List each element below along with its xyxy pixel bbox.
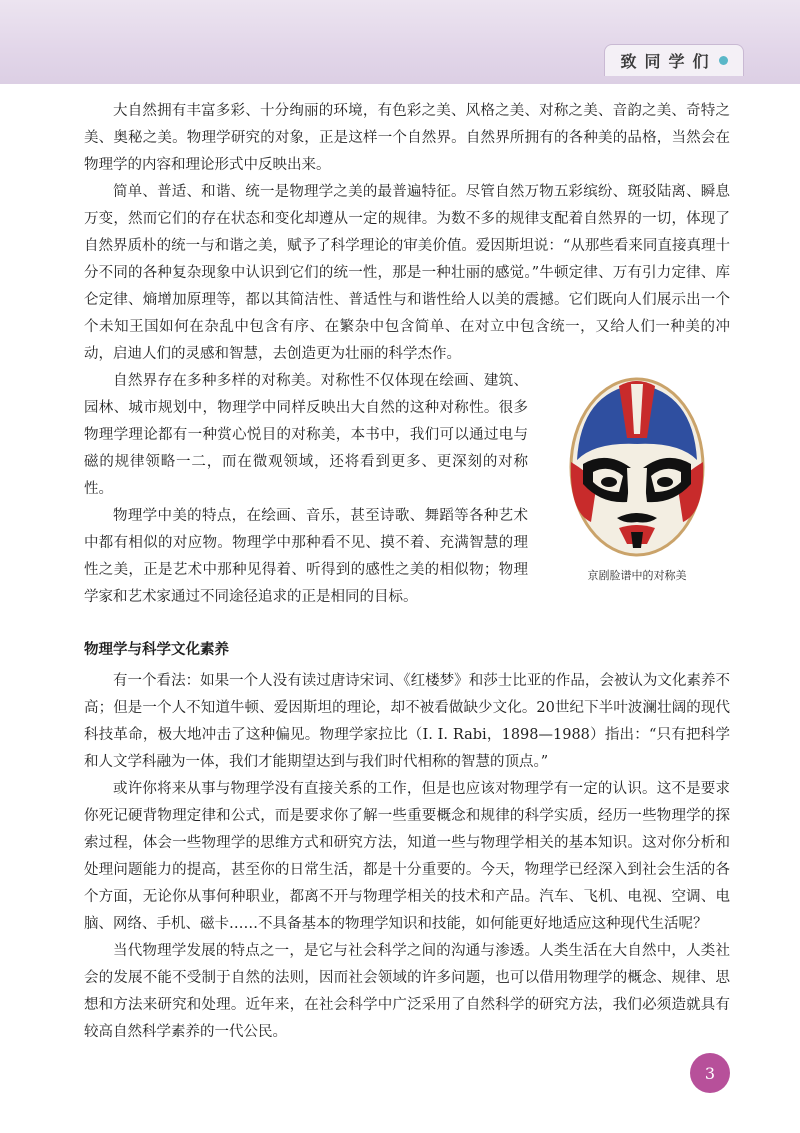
- figure-caption: 京剧脸谱中的对称美: [587, 569, 687, 582]
- chapter-header-title: 致同学们: [620, 52, 717, 71]
- page-content: [84, 98, 730, 1046]
- paragraph-3: 自然界存在多种多样的对称美。对称性不仅体现在绘画、建筑、园林、城市规划中，物理学中同样反映出大自然的这种对称性。很多物理学理论都有一种赏心悦目的对称美，本书中，我们可以通过电与磁的规律领略一二，而在微观领域，还将看到更多、更深刻的对称性。: [84, 373, 528, 497]
- section-paragraph-2: 或许你将来从事与物理学没有直接关系的工作，但是也应该对物理学有一定的认识。这不是要求你死记硬背物理定律和公式，而是要求你了解一些重要概念和规律的科学实质，经历一些物理学的探索过程，体会一些物理学的思维方式和研究方法，知道一些与物理学相关的基本知识。这对你分析和处理问题能力的提高，甚至你的日常生活，都是十分重要的。今天，物理学已经深入到社会生活的各个方面，无论你从事何种职业，都离不开与物理学相关的技术和产品。汽车、飞机、电视、空调、电脑、网络、手机、磁卡……不具备基本的物理学知识和技能，如何能更好地适应这种现代生活呢？: [84, 781, 730, 932]
- section-paragraph-3: 当代物理学发展的特点之一，是它与社会科学之间的沟通与渗透。人类生活在大自然中，人类社会的发展不能不受制于自然的法则，因而社会领域的许多问题，也可以借用物理学的概念、规律、思想和方法来研究和处理。近年来，在社会科学中广泛采用了自然科学的研究方法，我们必须造就具有较高自然科学素养的一代公民。: [84, 943, 730, 1040]
- section-paragraph-1: 有一个看法：如果一个人没有读过唐诗宋词、《红楼梦》和莎士比亚的作品，会被认为文化素养不高；但是一个人不知道牛顿、爱因斯坦的理论，却不被看做缺少文化。20世纪下半叶波澜壮阔的现代科技革命，极大地冲击了这种偏见。物理学家拉比（I. I. Rabi，1898—1988）指出：“只有把科学和人文学科融为一体，我们才能期望达到与我们时代相称的智慧的顶点。”: [84, 673, 730, 770]
- wrap-area: [84, 368, 730, 611]
- paragraph-4: 物理学中美的特点，在绘画、音乐，甚至诗歌、舞蹈等各种艺术中都有相似的对应物。物理学中那种看不见、摸不着、充满智慧的理性之美，正是艺术中那种见得着、听得到的感性之美的相似物；物理学家和艺术家通过不同途径追求的正是相同的目标。: [84, 508, 528, 605]
- header-dot-icon: [719, 56, 728, 65]
- page-number-badge: 3: [690, 1053, 730, 1093]
- opera-mask-figure: [542, 372, 732, 584]
- section-heading: 物理学与科学文化素养: [84, 642, 229, 658]
- paragraph-1: 大自然拥有丰富多彩、十分绚丽的环境，有色彩之美、风格之美、对称之美、音韵之美、奇特之美、奥秘之美。物理学研究的对象，正是这样一个自然界。自然界所拥有的各种美的品格，当然会在物理学的内容和理论形式中反映出来。: [84, 103, 730, 173]
- opera-mask-image: [557, 372, 717, 562]
- paragraph-2: 简单、普适、和谐、统一是物理学之美的最普遍特征。尽管自然万物五彩缤纷、斑驳陆离、瞬息万变，然而它们的存在状态和变化却遵从一定的规律。为数不多的规律支配着自然界的一切，体现了自然界质朴的统一与和谐之美，赋予了科学理论的审美价值。爱因斯坦说：“从那些看来同直接真理十分不同的各种复杂现象中认识到它们的统一性，那是一种壮丽的感觉。”牛顿定律、万有引力定律、库仑定律、熵增加原理等，都以其简洁性、普适性与和谐性给人以美的震撼。它们既向人们展示出一个个未知王国如何在杂乱中包含有序、在繁杂中包含简单、在对立中包含统一，又给人们一种美的冲动，启迪人们的灵感和智慧，去创造更为壮丽的科学杰作。: [84, 184, 730, 362]
- chapter-header-tab: [604, 44, 744, 76]
